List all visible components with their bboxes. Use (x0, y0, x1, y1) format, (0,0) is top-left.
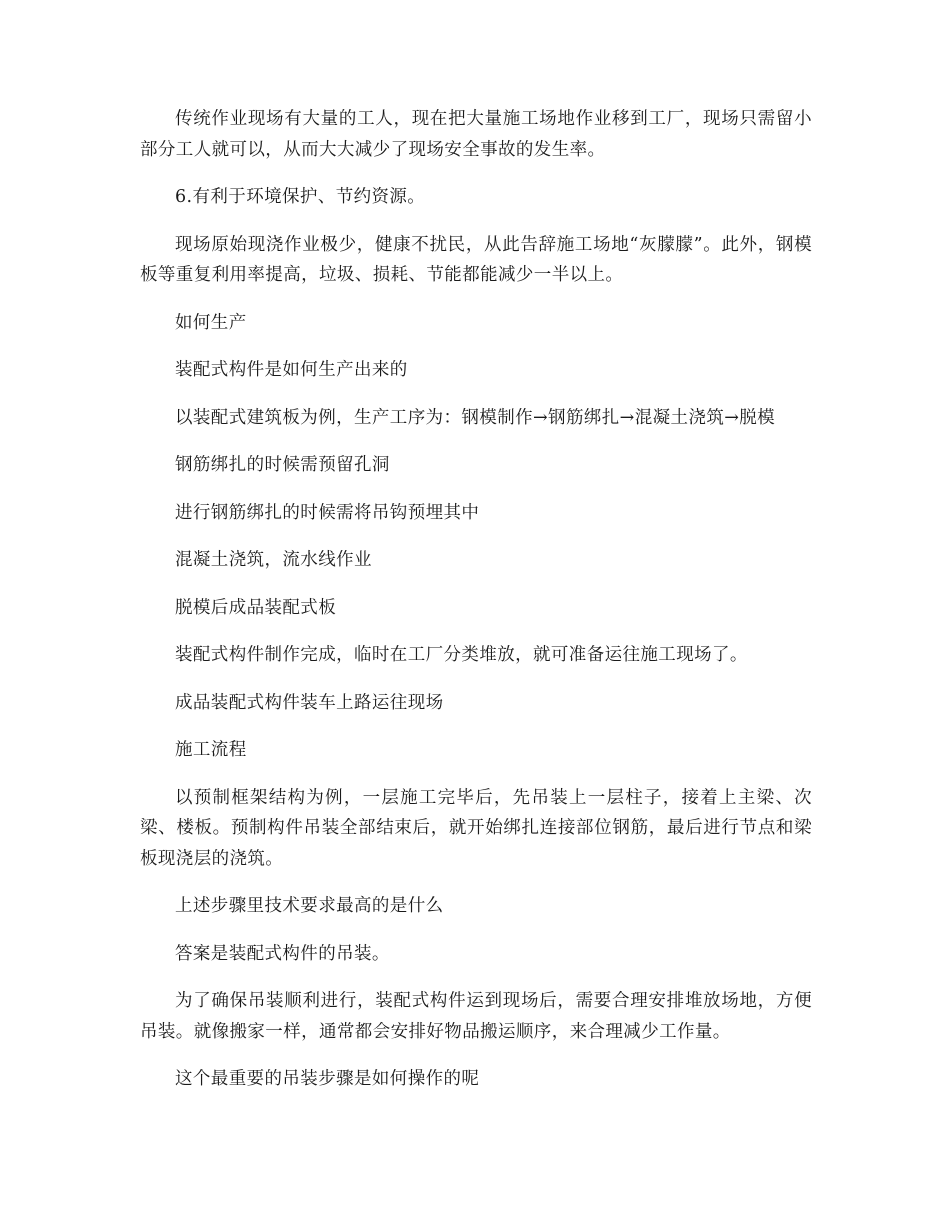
paragraph-question: 上述步骤里技术要求最高的是什么 (175, 896, 444, 916)
document-body (140, 104, 812, 1112)
paragraph-transport: 成品装配式构件装车上路运往现场 (175, 692, 444, 713)
paragraph-production-steps: 以装配式建筑板为例，生产工序为：钢模制作→钢筋绑扎→混凝土浇筑→脱模 (175, 407, 776, 428)
paragraph-construction-process: 以预制框架结构为例，一层施工完毕后，先吊装上一层柱子，接着上主梁、次梁、楼板。预制构件吊装全部结束后，就开始绑扎连接部位钢筋，最后进行节点和梁板现浇层的浇筑。 (140, 787, 812, 869)
paragraph-answer: 答案是装配式构件的吊装。 (175, 943, 390, 964)
paragraph-hoisting-question: 这个最重要的吊装步骤是如何操作的呢 (175, 1069, 480, 1089)
paragraph-stacking: 装配式构件制作完成，临时在工厂分类堆放，就可准备运往施工现场了。 (175, 645, 748, 665)
paragraph-demolding: 脱模后成品装配式板 (175, 597, 337, 618)
paragraph-safety: 传统作业现场有大量的工人，现在把大量施工场地作业移到工厂，现场只需留小部分工人就可以，从而大大减少了现场安全事故的发生率。 (140, 109, 812, 160)
paragraph-heading-construction: 施工流程 (175, 740, 247, 760)
paragraph-heading-environment: 6.有利于环境保护、节约资源。 (175, 187, 426, 207)
paragraph-hoisting-prep: 为了确保吊装顺利进行，装配式构件运到现场后，需要合理安排堆放场地，方便吊装。就像搬家一样，通常都会安排好物品搬运顺序，来合理减少工作量。 (140, 991, 812, 1042)
paragraph-environment: 现场原始现浇作业极少，健康不扰民，从此告辞施工场地“灰朦朦”。此外，钢模板等重复利用率提高，垃圾、损耗、节能都能减少一半以上。 (140, 234, 812, 285)
paragraph-rebar-hooks: 进行钢筋绑扎的时候需将吊钩预埋其中 (175, 502, 480, 523)
paragraph-concrete-pouring: 混凝土浇筑，流水线作业 (175, 550, 372, 570)
paragraph-rebar-holes: 钢筋绑扎的时候需预留孔洞 (175, 455, 390, 475)
paragraph-production-question: 装配式构件是如何生产出来的 (175, 360, 408, 380)
paragraph-heading-production: 如何生产 (175, 312, 247, 333)
